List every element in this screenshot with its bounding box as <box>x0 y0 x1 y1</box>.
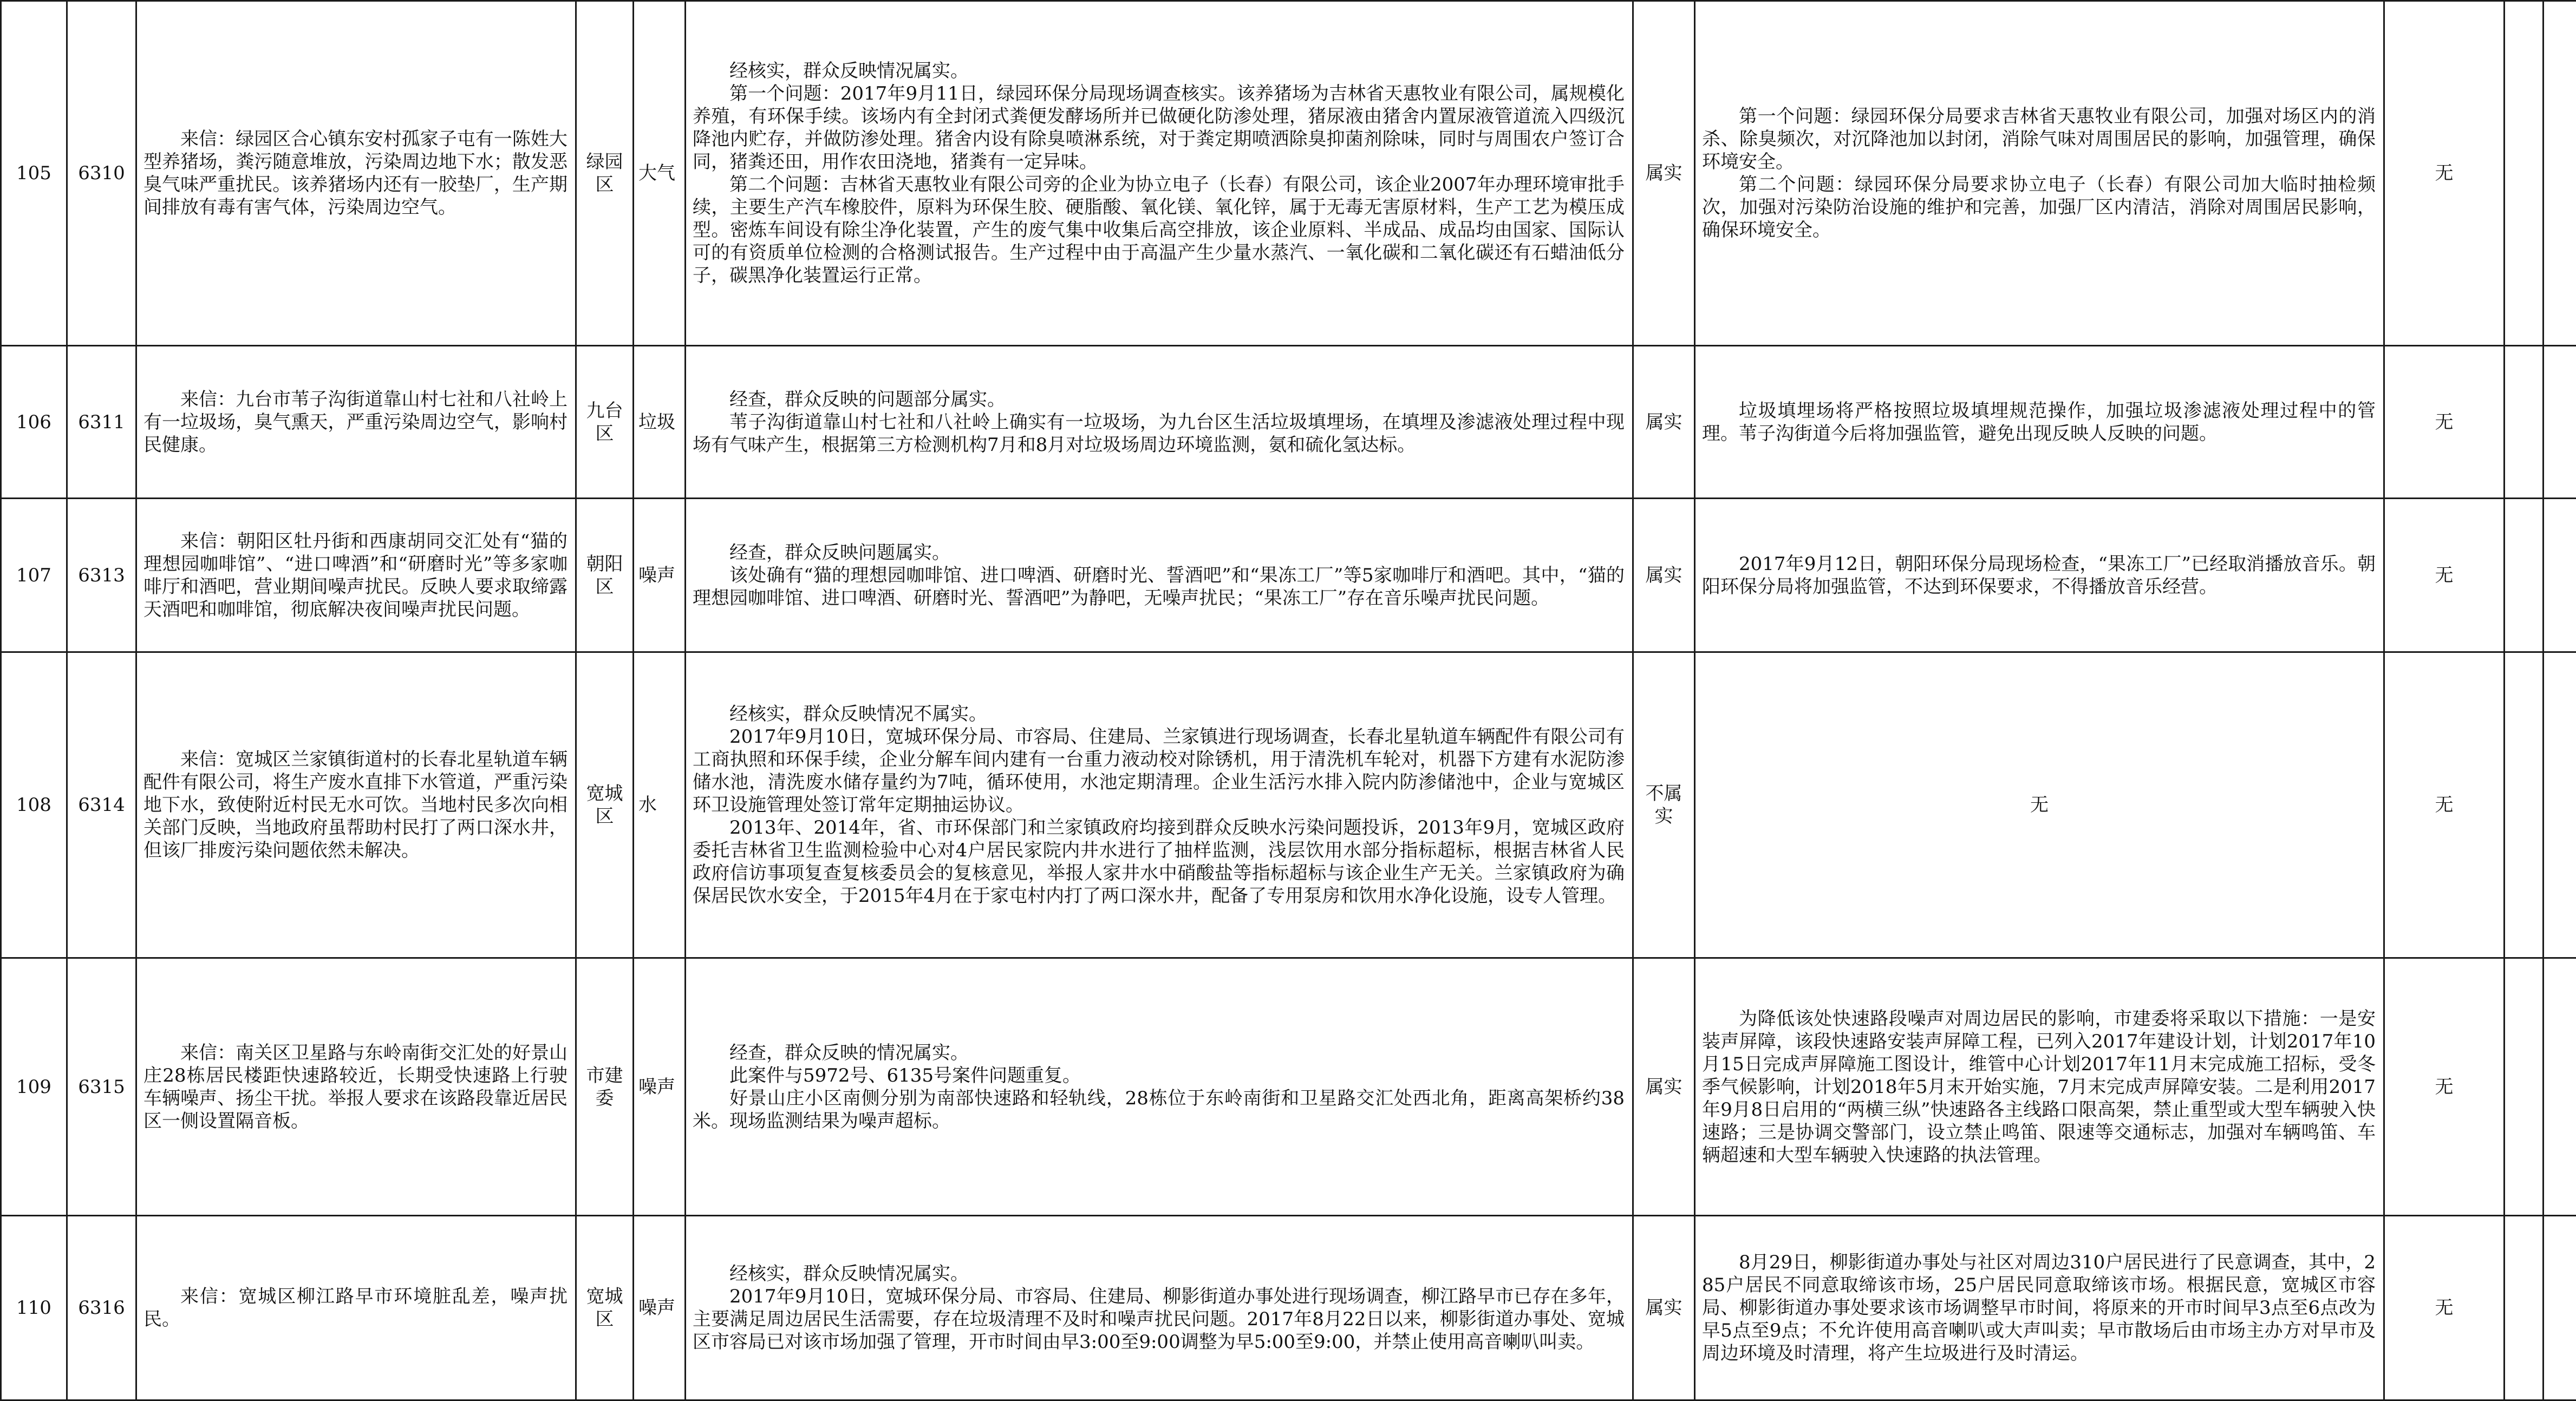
case-id: 6310 <box>67 1 136 346</box>
accountability: 无 <box>2384 346 2505 499</box>
pollution-category: 噪声 <box>634 499 686 652</box>
district: 朝阳区 <box>576 499 634 652</box>
case-id: 6311 <box>67 346 136 499</box>
accountability: 无 <box>2384 1216 2505 1400</box>
handling-result: 无 <box>1695 652 2384 958</box>
accountability: 无 <box>2384 1 2505 346</box>
investigation-result: 经核实，群众反映情况不属实。 2017年9月10日，宽城环保分局、市容局、住建局、兰家镇进行现场调查，长春北星轨道车辆配件有限公司有工商执照和环保手续，企业分解车间内建有一台重力液动校对除锈机，用于清洗机车轮对，机器下方建有水泥防渗储水池，清洗废水储存量约为7吨，循环使用，水池定期清理。企业生活污水排入院内防渗储池中，企业与宽城区环卫设施管理处签订常年定期抽运协议。 2013年、2014年，省、市环保部门和兰家镇政府均接到群众反映水污染问题投诉，2013年9月，宽城区政府委托吉林省卫生监测检验中心对4户居民家院内井水进行了抽样监测，浅层饮用水部分指标超标，根据吉林省人民政府信访事项复查复核委员会的复核意见，举报人家井水中硝酸盐等指标超标与该企业生产无关。兰家镇政府为确保居民饮水安全，于2015年4月在于家屯村内打了两口深水井，配备了专用泵房和饮用水净化设施，设专人管理。 <box>686 652 1633 958</box>
pollution-category: 大气 <box>634 1 686 346</box>
row-number: 108 <box>1 652 67 958</box>
district: 宽城区 <box>576 652 634 958</box>
handling-result: 第一个问题：绿园环保分局要求吉林省天惠牧业有限公司，加强对场区内的消杀、除臭频次，对沉降池加以封闭，消除气味对周围居民的影响，加强管理，确保环境安全。 第二个问题：绿园环保分局要求协立电子（长春）有限公司加大临时抽检频次，加强对污染防治设施的维护和完善，加强厂区内清洁，消除对周围居民影响，确保环境安全。 <box>1695 1 2384 346</box>
table-row <box>1 1 2576 346</box>
verdict: 属实 <box>1633 499 1695 652</box>
verdict: 属实 <box>1633 346 1695 499</box>
investigation-result: 经核实，群众反映情况属实。 第一个问题：2017年9月11日，绿园环保分局现场调查核实。该养猪场为吉林省天惠牧业有限公司，属规模化养殖，有环保手续。该场内有全封闭式粪便发酵场所并已做硬化防渗处理，猪尿液由猪舍内置尿液管道流入四级沉降池内贮存，并做防渗处理。猪舍内设有除臭喷淋系统，对于粪定期喷洒除臭抑菌剂除味，同时与周围农户签订合同，猪粪还田，用作农田浇地，猪粪有一定异味。 第二个问题：吉林省天惠牧业有限公司旁的企业为协立电子（长春）有限公司，该企业2007年办理环境审批手续，主要生产汽车橡胶件，原料为环保生胶、硬脂酸、氧化镁、氧化锌，属于无毒无害原材料，生产工艺为模压成型。密炼车间设有除尘净化装置，产生的废气集中收集后高空排放，该企业原料、半成品、成品均由国家、国际认可的有资质单位检测的合格测试报告。生产过程中由于高温产生少量水蒸汽、一氧化碳和二氧化碳还有石蜡油低分子，碳黑净化装置运行正常。 <box>686 1 1633 346</box>
empty-cell <box>2544 499 2576 652</box>
empty-cell <box>2505 1216 2544 1400</box>
row-number: 106 <box>1 346 67 499</box>
table-row <box>1 1216 2576 1400</box>
district: 市建委 <box>576 958 634 1216</box>
verdict: 不属实 <box>1633 652 1695 958</box>
handling-result: 2017年9月12日，朝阳环保分局现场检查，“果冻工厂”已经取消播放音乐。朝阳环保分局将加强监管，不达到环保要求，不得播放音乐经营。 <box>1695 499 2384 652</box>
complaint-text: 来信：绿园区合心镇东安村孤家子屯有一陈姓大型养猪场，粪污随意堆放，污染周边地下水；散发恶臭气味严重扰民。该养猪场内还有一胶垫厂，生产期间排放有毒有害气体，污染周边空气。 <box>136 1 576 346</box>
complaint-text: 来信：南关区卫星路与东岭南街交汇处的好景山庄28栋居民楼距快速路较近，长期受快速路上行驶车辆噪声、扬尘干扰。举报人要求在该路段靠近居民区一侧设置隔音板。 <box>136 958 576 1216</box>
accountability: 无 <box>2384 499 2505 652</box>
row-number: 107 <box>1 499 67 652</box>
table-body <box>1 1 2576 1400</box>
table-row <box>1 499 2576 652</box>
table-row <box>1 958 2576 1216</box>
empty-cell <box>2505 958 2544 1216</box>
investigation-result: 经核实，群众反映情况属实。 2017年9月10日，宽城环保分局、市容局、住建局、柳影街道办事处进行现场调查，柳江路早市已存在多年，主要满足周边居民生活需要，存在垃圾清理不及时和噪声扰民问题。2017年8月22日以来，柳影街道办事处、宽城区市容局已对该市场加强了管理，开市时间由早3:00至9:00调整为早5:00至9:00，并禁止使用高音喇叭叫卖。 <box>686 1216 1633 1400</box>
row-number: 109 <box>1 958 67 1216</box>
row-number: 105 <box>1 1 67 346</box>
district: 绿园区 <box>576 1 634 346</box>
table-row <box>1 652 2576 958</box>
investigation-result: 经查，群众反映的情况属实。 此案件与5972号、6135号案件问题重复。 好景山庄小区南侧分别为南部快速路和轻轨线，28栋位于东岭南街和卫星路交汇处西北角，距离高架桥约38米。现场监测结果为噪声超标。 <box>686 958 1633 1216</box>
empty-cell <box>2505 346 2544 499</box>
district: 九台区 <box>576 346 634 499</box>
verdict: 属实 <box>1633 958 1695 1216</box>
empty-cell <box>2505 499 2544 652</box>
district: 宽城区 <box>576 1216 634 1400</box>
case-id: 6313 <box>67 499 136 652</box>
empty-cell <box>2544 1216 2576 1400</box>
verdict: 属实 <box>1633 1216 1695 1400</box>
complaint-text: 来信：九台市苇子沟街道靠山村七社和八社岭上有一垃圾场，臭气熏天，严重污染周边空气，影响村民健康。 <box>136 346 576 499</box>
empty-cell <box>2544 652 2576 958</box>
investigation-result: 经查，群众反映问题属实。 该处确有“猫的理想园咖啡馆、进口啤酒、研磨时光、誓酒吧”和“果冻工厂”等5家咖啡厅和酒吧。其中，“猫的理想园咖啡馆、进口啤酒、研磨时光、誓酒吧”为静吧，无噪声扰民；“果冻工厂”存在音乐噪声扰民问题。 <box>686 499 1633 652</box>
pollution-category: 噪声 <box>634 1216 686 1400</box>
pollution-category: 垃圾 <box>634 346 686 499</box>
handling-result: 垃圾填埋场将严格按照垃圾填埋规范操作，加强垃圾渗滤液处理过程中的管理。苇子沟街道今后将加强监管，避免出现反映人反映的问题。 <box>1695 346 2384 499</box>
case-id: 6315 <box>67 958 136 1216</box>
table-row <box>1 346 2576 499</box>
complaint-text: 来信：朝阳区牡丹街和西康胡同交汇处有“猫的理想园咖啡馆”、“进口啤酒”和“研磨时光”等多家咖啡厅和酒吧，营业期间噪声扰民。反映人要求取缔露天酒吧和咖啡馆，彻底解决夜间噪声扰民问题。 <box>136 499 576 652</box>
pollution-category: 水 <box>634 652 686 958</box>
handling-result: 8月29日，柳影街道办事处与社区对周边310户居民进行了民意调查，其中，285户居民不同意取缔该市场，25户居民同意取缔该市场。根据民意，宽城区市容局、柳影街道办事处要求该市场调整早市时间，将原来的开市时间早3点至6点改为早5点至9点；不允许使用高音喇叭或大声叫卖；早市散场后由市场主办方对早市及周边环境及时清理，将产生垃圾进行及时清运。 <box>1695 1216 2384 1400</box>
investigation-result: 经查，群众反映的问题部分属实。 苇子沟街道靠山村七社和八社岭上确实有一垃圾场，为九台区生活垃圾填埋场，在填埋及渗滤液处理过程中现场有气味产生，根据第三方检测机构7月和8月对垃圾场周边环境监测，氨和硫化氢达标。 <box>686 346 1633 499</box>
empty-cell <box>2544 1 2576 346</box>
case-id: 6316 <box>67 1216 136 1400</box>
case-id: 6314 <box>67 652 136 958</box>
complaint-text: 来信：宽城区柳江路早市环境脏乱差，噪声扰民。 <box>136 1216 576 1400</box>
empty-cell <box>2505 652 2544 958</box>
empty-cell <box>2505 1 2544 346</box>
accountability: 无 <box>2384 652 2505 958</box>
empty-cell <box>2544 958 2576 1216</box>
row-number: 110 <box>1 1216 67 1400</box>
accountability: 无 <box>2384 958 2505 1216</box>
empty-cell <box>2544 346 2576 499</box>
pollution-category: 噪声 <box>634 958 686 1216</box>
handling-result: 为降低该处快速路段噪声对周边居民的影响，市建委将采取以下措施：一是安装声屏障，该段快速路安装声屏障工程，已列入2017年建设计划，计划2017年10月15日完成声屏障施工图设计，维管中心计划2017年11月末完成施工招标，受冬季气候影响，计划2018年5月末开始实施，7月末完成声屏障安装。二是利用2017年9月8日启用的“两横三纵”快速路各主线路口限高架，禁止重型或大型车辆驶入快速路；三是协调交警部门，设立禁止鸣笛、限速等交通标志，加强对车辆鸣笛、车辆超速和大型车辆驶入快速路的执法管理。 <box>1695 958 2384 1216</box>
complaint-text: 来信：宽城区兰家镇街道村的长春北星轨道车辆配件有限公司，将生产废水直排下水管道，严重污染地下水，致使附近村民无水可饮。当地村民多次向相关部门反映，当地政府虽帮助村民打了两口深水井，但该厂排废污染问题依然未解决。 <box>136 652 576 958</box>
verdict: 属实 <box>1633 1 1695 346</box>
